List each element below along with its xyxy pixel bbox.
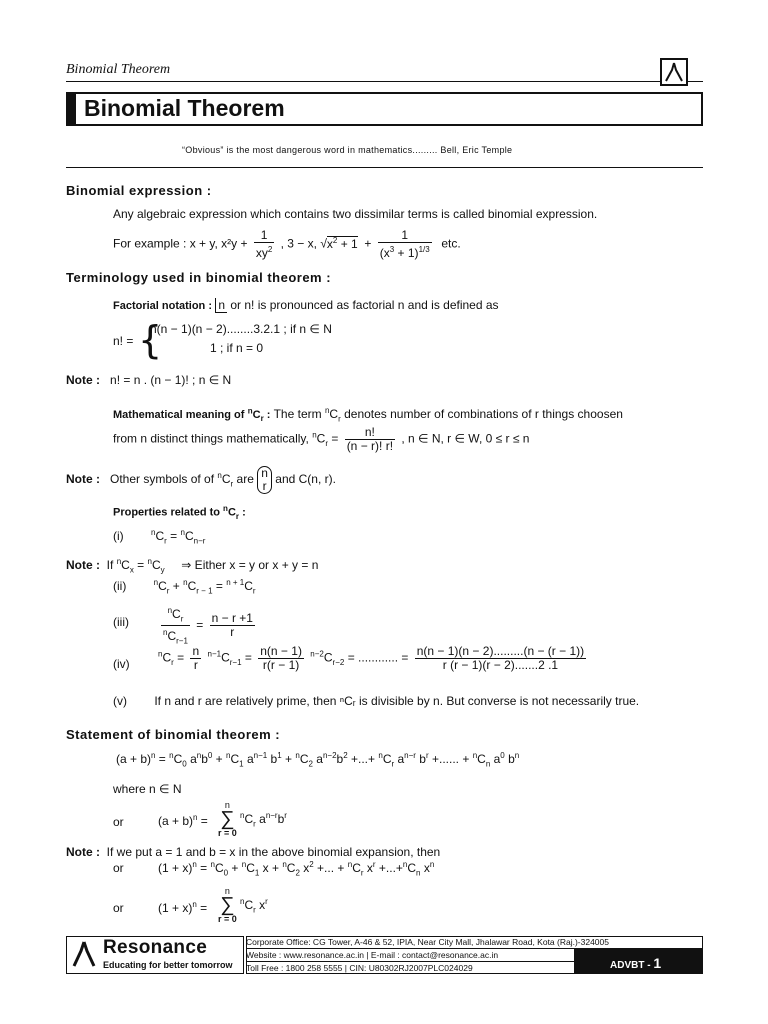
expansion-1-plus-x: $(1 + x)^n = ^nC_0 + ^nC_1$ $x + ^nC_2$ $x^2$ +... + $^nC_r$ $x^r +...+^nC_n$ $x^n$ <box>158 860 435 878</box>
mathematical-meaning: Mathematical meaning of $^nC_r$ : The term $^nC_r$ denotes number of combinations of r things choosen <box>113 406 623 424</box>
footer-tollfree: Toll Free : 1800 258 5555 | CIN: U80302RJ2007PLC024029 <box>246 963 473 973</box>
running-header: Binomial Theorem <box>66 62 171 77</box>
factorial-case-2: 1 ; if n = 0 <box>210 341 264 355</box>
binomial-example: For example : x + y, x²y + $\frac{1}{xy^2}$ , 3 − x, $√x^2 + 1$ + $\frac{1}{(x^3 + 1)^{1/3}}$ etc. <box>113 228 461 260</box>
sigma-form-1: $(a + b)^n$ = <box>158 813 208 828</box>
note-equal-combinations: Note : If $^nC_x = ^nC_y$ ⇒ Either x = y or x + y = n <box>66 557 319 575</box>
note-symbols: Note : Other symbols of of $^nC_r$ are n r and C(n, r). <box>66 466 336 493</box>
header-rule <box>66 81 660 82</box>
combination-formula: from n distinct things mathematically, $^nC_r$ = $\frac{n!}{(n - r)! r!}$ , n ∈ N, r ∈ W, 0 ≤ r ≤ n <box>113 425 530 453</box>
property-iii: (iii) <box>113 615 129 629</box>
quote-rule <box>66 167 703 168</box>
binomial-definition: Any algebraic expression which contains two dissimilar terms is called binomial expression. <box>113 207 598 221</box>
factorial-notation: Factorial notation : n or n! is pronounced as factorial n and is defined as <box>113 298 499 312</box>
footer-tagline: Educating for better tomorrow <box>103 960 233 970</box>
or-label-1: or <box>113 815 124 829</box>
sigma-form-2: $(1 + x)^n$ = <box>158 900 208 915</box>
quote: “Obvious” is the most dangerous word in mathematics......... Bell, Eric Temple <box>182 145 513 155</box>
property-iv: (iv) <box>113 657 130 671</box>
title-bar <box>66 92 76 126</box>
footer-brand: Resonance <box>103 937 208 958</box>
property-i: (i) $^nC_r = ^nC_{n-r}$ <box>113 528 206 546</box>
property-v: (v) If n and r are relatively prime, then ⁿCᵣ is divisible by n. But converse is not necessarily true. <box>113 694 640 708</box>
section-heading-terminology: Terminology used in binomial theorem : <box>66 270 332 285</box>
factorial-definition: n! = <box>113 334 134 348</box>
resonance-logo-icon <box>660 58 688 86</box>
resonance-footer-logo-icon <box>70 939 98 969</box>
where-n-in-N: where n ∈ N <box>113 782 182 796</box>
section-heading-statement: Statement of binomial theorem : <box>66 727 281 742</box>
footer-website: Website : www.resonance.ac.in | E-mail : contact@resonance.ac.in <box>246 950 499 960</box>
note-factorial: Note : n! = n . (n − 1)! ; n ∈ N <box>66 373 232 387</box>
factorial-case-1: n(n − 1)(n − 2)........3.2.1 ; if n ∈ N <box>150 322 332 336</box>
page-title: Binomial Theorem <box>84 95 285 121</box>
footer-office: Corporate Office: CG Tower, A-46 & 52, IPIA, Near City Mall, Jhalawar Road, Kota (Raj.)-324005 <box>246 937 609 947</box>
property-ii: (ii) $^nC_r + ^nC_{r - 1} = ^{n + 1}C_r$ <box>113 578 256 596</box>
properties-heading: Properties related to $^nC_r$ : <box>113 504 246 521</box>
section-heading-binomial-expression: Binomial expression : <box>66 183 212 198</box>
page-code: ADVBT - 1 <box>610 955 662 971</box>
note-put-a-1: Note : If we put a = 1 and b = x in the above binomial expansion, then <box>66 845 441 859</box>
or-label-3: or <box>113 901 124 915</box>
or-label-2: or <box>113 861 124 875</box>
binomial-expansion: $(a + b)^n = ^nC_0$ $a^nb^0 + ^nC_1$ $a^{n-1}$ $b^1 + ^nC_2$ $a^{n-2}b^2$ +...+ $^nC_r$ $a^{n-r}$ $b^r$ +...... + $^nC_n$ $a^0$ $b^n$ <box>116 751 520 769</box>
